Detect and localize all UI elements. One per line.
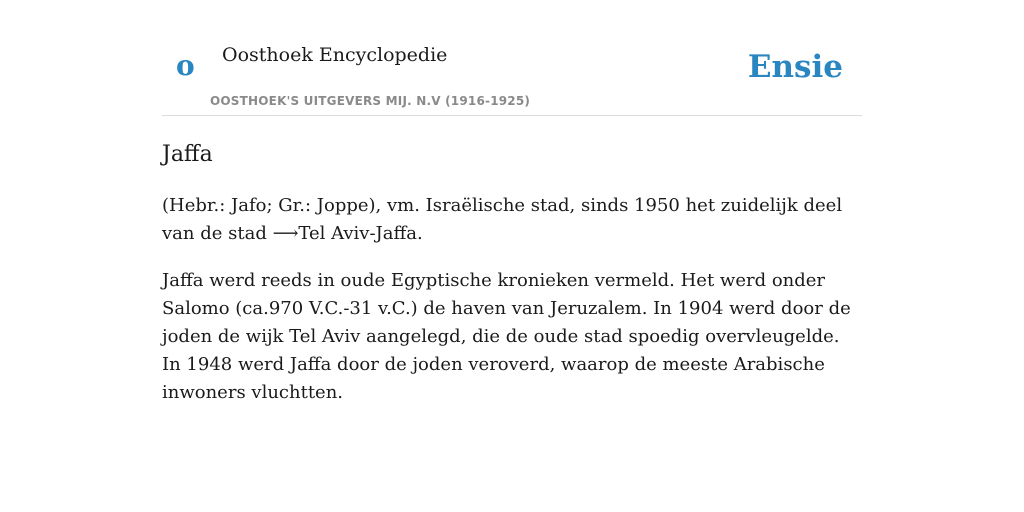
page-container	[162, 0, 862, 403]
ensie-logo-link[interactable]: Ensie	[747, 49, 843, 85]
publisher-label: OOSTHOEK'S UITGEVERS MIJ. N.V (1916-1925)	[210, 94, 531, 108]
article-title: Jaffa	[162, 142, 213, 167]
cross-reference-link-tel-aviv-jaffa[interactable]: Tel Aviv-Jaffa	[298, 223, 418, 244]
paragraph-1-trail: .	[417, 223, 423, 244]
paragraph-1-text: (Hebr.: Jafo; Gr.: Joppe), vm. Israëlische stad, sinds 1950 het zuidelijk deel van de stad	[162, 195, 843, 244]
encyclopedia-logo[interactable]: o	[176, 49, 195, 82]
article-paragraph-2: Jaffa werd reeds in oude Egyptische kronieken vermeld. Het werd onder Salomo (ca.970 V.C.-31 v.C.) de haven van Jeruzalem. In 1904 werd door de joden de wijk Tel Aviv aangelegd, die de oude stad spoedig overvleugelde. In 1948 werd Jaffa door de joden veroverd, waarop de meeste Arabische inwoners vluchtten.	[162, 270, 851, 403]
article-paragraph-1	[162, 192, 862, 248]
source-header	[162, 0, 862, 116]
cross-reference-arrow-icon: ⟶	[272, 223, 299, 244]
publication-title-link[interactable]: Oosthoek Encyclopedie	[222, 44, 448, 66]
